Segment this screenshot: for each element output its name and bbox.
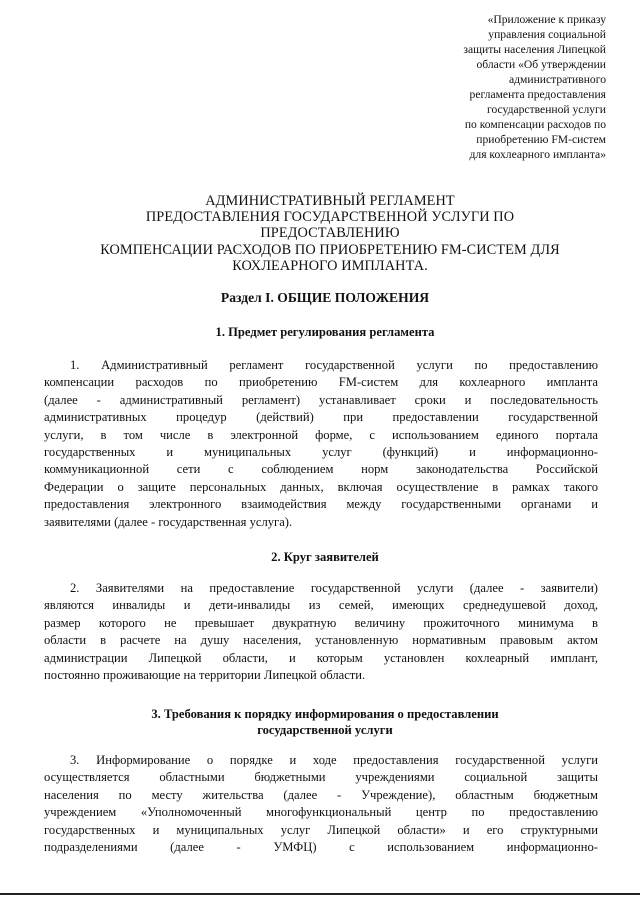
paragraph-3 [44, 752, 598, 856]
paragraph-line: подразделениями (далее - УМФЦ) с использованием информационно- [44, 839, 598, 854]
subsection-heading-2 [40, 549, 610, 565]
paragraph-line: административных процедур (действий) при предоставлении государственной [44, 410, 598, 425]
title-line: ПРЕДОСТАВЛЕНИЮ [260, 225, 400, 242]
paragraph-line: постоянно проживающие на территории Липецкой области. [44, 667, 366, 682]
subsection-heading-1 [40, 324, 610, 340]
paragraph-line: 2. Заявителями на предоставление государственной услуги (далее - заявители) [70, 581, 598, 595]
appendix-line: защиты населения Липецкой [463, 43, 606, 56]
paragraph-line: администрации Липецкой области, и которым установлен кохлеарный имплант, [44, 650, 598, 665]
paragraph-line: предоставления электронного взаимодействия между государственными органами и [44, 497, 598, 512]
paragraph-line: Федерации о защите персональных данных, включая осуществление в рамках такого [44, 479, 598, 494]
paragraph-line: осуществляется областными бюджетными учреждениями социальной защиты [44, 770, 598, 785]
paragraph-line: являются инвалиды и дети-инвалиды из семей, имеющих среднедушевой доход, [44, 598, 598, 613]
appendix-line: государственной услуги [486, 103, 606, 116]
appendix-line: регламента предоставления [469, 88, 606, 101]
paragraph-2 [44, 580, 598, 684]
paragraph-line: компенсации расходов по приобретению FM-систем для кохлеарного импланта [44, 375, 598, 390]
paragraph-line: учреждением «Уполномоченный многофункциональный центр по предоставлению [44, 805, 598, 820]
appendix-line: «Приложение к приказу [487, 13, 606, 26]
appendix-line: управления социальной [488, 28, 606, 41]
appendix-line: области «Об утверждении [476, 58, 606, 71]
appendix-line: для кохлеарного импланта» [469, 148, 606, 161]
appendix-line: приобретению FM-систем [476, 133, 606, 146]
appendix-line: по компенсации расходов по [464, 118, 606, 131]
paragraph-line: 1. Административный регламент государственной услуги по предоставлению [70, 358, 598, 372]
page-bottom-rule [0, 893, 640, 895]
paragraph-line: государственных и муниципальных услуг (функций) и информационно- [44, 444, 598, 459]
subsection-heading-line: 3. Требования к порядку информирования о предоставлении [151, 707, 499, 721]
paragraph-line: размер которого не превышает двукратную величину прожиточного минимума в [44, 615, 598, 630]
title-line: КОМПЕНСАЦИИ РАСХОДОВ ПО ПРИОБРЕТЕНИЮ FM-СИСТЕМ ДЛЯ [100, 241, 560, 258]
title-line: КОХЛЕАРНОГО ИМПЛАНТА. [232, 257, 428, 274]
title-line: АДМИНИСТРАТИВНЫЙ РЕГЛАМЕНТ [205, 193, 455, 209]
subsection-heading-3 [40, 706, 610, 738]
title-line: ПРЕДОСТАВЛЕНИЯ ГОСУДАРСТВЕННОЙ УСЛУГИ ПО [145, 209, 515, 226]
subsection-heading-line: 2. Круг заявителей [271, 550, 379, 564]
appendix-line: административного [508, 73, 606, 86]
paragraph-line: населения по месту жительства (далее - Учреждение), областным бюджетным [44, 787, 598, 802]
document-title [60, 193, 600, 274]
subsection-heading-line: 1. Предмет регулирования регламента [215, 325, 435, 339]
appendix-note [406, 12, 606, 162]
paragraph-line: заявителями (далее - государственная услуга). [44, 514, 293, 529]
paragraph-line: 3. Информирование о порядке и ходе предоставления государственной услуги [70, 753, 598, 767]
paragraph-line: (далее - административный регламент) устанавливает сроки и последовательность [44, 392, 598, 407]
paragraph-line: государственных и муниципальных услуг Липецкой области» и его структурными [44, 822, 598, 837]
section-heading: Раздел I. ОБЩИЕ ПОЛОЖЕНИЯ [220, 290, 430, 305]
subsection-heading-line: государственной услуги [257, 723, 393, 737]
paragraph-line: услуги, в том числе в электронной форме, с использованием единого портала [44, 427, 598, 442]
paragraph-1 [44, 357, 598, 531]
paragraph-line: области в расчете на душу населения, установленную нормативным правовым актом [44, 633, 598, 648]
paragraph-line: коммуникационной сети с соблюдением норм законодательства Российской [44, 462, 598, 477]
